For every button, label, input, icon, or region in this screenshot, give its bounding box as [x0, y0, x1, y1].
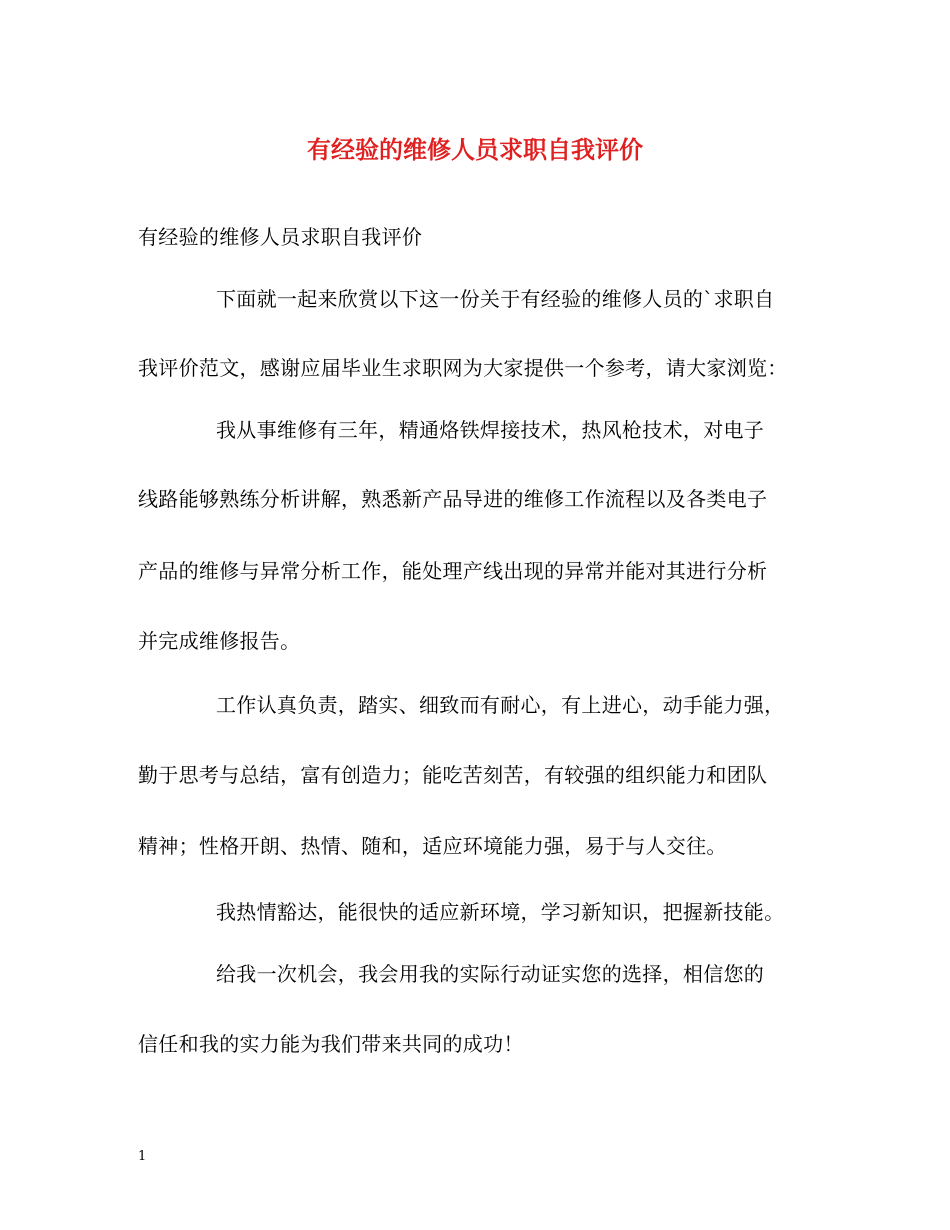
paragraph-line: 我从事维修有三年，精通烙铁焊接技术，热风枪技术，对电子 — [216, 418, 765, 442]
paragraph-line: 产品的维修与异常分析工作，能处理产线出现的异常并能对其进行分析 — [138, 559, 768, 583]
paragraph-line: 下面就一起来欣赏以下这一份关于有经验的维修人员的`求职自 — [216, 287, 775, 311]
paragraph-line: 精神；性格开朗、热情、随和，适应环境能力强，易于与人交往。 — [138, 834, 727, 858]
paragraph-line: 我热情豁达，能很快的适应新环境，学习新知识，把握新技能。 — [216, 900, 785, 924]
page-number: 1 — [138, 1149, 147, 1164]
paragraph-line: 信任和我的实力能为我们带来共同的成功！ — [138, 1032, 524, 1056]
document-title: 有经验的维修人员求职自我评价 — [307, 135, 643, 164]
paragraph-line: 工作认真负责，踏实、细致而有耐心，有上进心，动手能力强， — [216, 693, 785, 717]
paragraph-line: 我评价范文，感谢应届毕业生求职网为大家提供一个参考，请大家浏览： — [138, 356, 788, 380]
document-subtitle: 有经验的维修人员求职自我评价 — [138, 225, 423, 249]
paragraph-line: 线路能够熟练分析讲解，熟悉新产品导进的维修工作流程以及各类电子 — [138, 487, 768, 511]
paragraph-line: 给我一次机会，我会用我的实际行动证实您的选择，相信您的 — [216, 962, 765, 986]
paragraph-line: 勤于思考与总结，富有创造力；能吃苦刻苦，有较强的组织能力和团队 — [138, 763, 768, 787]
paragraph-line: 并完成维修报告。 — [138, 629, 301, 653]
